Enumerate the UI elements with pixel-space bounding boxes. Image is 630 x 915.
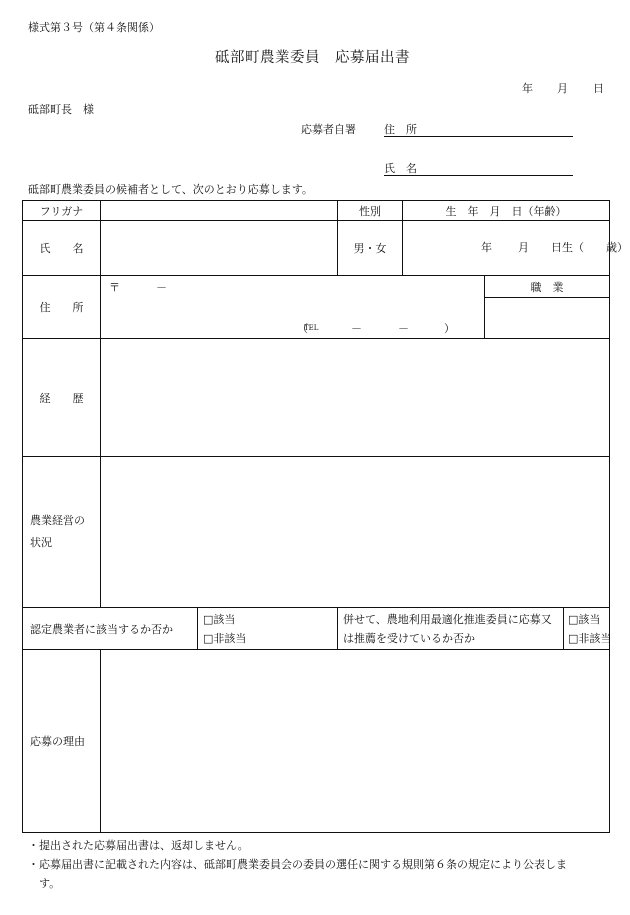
concurrent-options (564, 608, 610, 650)
farm-status-field[interactable] (101, 457, 610, 608)
page-title: 砥部町農業委員 応募届出書 (215, 50, 410, 66)
name-row (23, 221, 610, 276)
tel-close-paren: ） (444, 322, 455, 335)
farm-status-row (23, 457, 610, 608)
occupation-field[interactable] (485, 298, 610, 339)
farm-status-label-line2: 状況 (30, 536, 52, 549)
furigana-row (23, 201, 610, 221)
address-label: 住 所 (23, 276, 101, 339)
addressee: 砥部町長 様 (28, 103, 94, 116)
tel-label: TEL (304, 324, 319, 332)
reason-label: 応募の理由 (23, 650, 101, 833)
certified-not-applicable-checkbox[interactable]: □非該当 (203, 631, 247, 645)
furigana-label: フリガナ (23, 201, 101, 221)
concurrent-applicable-checkbox[interactable]: □該当 (568, 612, 601, 626)
form-number: 様式第３号（第４条関係） (28, 21, 160, 34)
gender-header: 性別 (338, 201, 403, 221)
certified-farmer-options (198, 608, 338, 650)
concurrent-question-line1: 併せて、農地利用最適化推進委員に応募又 (343, 612, 552, 626)
date-year-label: 年 (522, 82, 533, 95)
tel-dash-1: － (351, 322, 362, 335)
farm-status-label (23, 457, 101, 608)
career-row (23, 339, 610, 457)
certified-farmer-question: 認定農業者に該当するか否か (23, 608, 198, 650)
birthdate-field[interactable] (403, 221, 629, 276)
qualification-row (23, 608, 610, 650)
applicant-name-line[interactable] (384, 161, 573, 176)
gender-value[interactable]: 男・女 (338, 221, 403, 276)
concurrent-question (338, 608, 564, 650)
postal-dash: － (156, 281, 167, 294)
note-publication: ・応募届出書に記載された内容は、砥部町農業委員会の委員の選任に関する規則第６条の規定により公表しま (28, 858, 567, 871)
application-form-table (22, 200, 629, 833)
name-label: 氏 名 (23, 221, 101, 276)
note-return-policy: ・提出された応募届出書は、返却しません。 (28, 839, 249, 852)
birth-header: 生 年 月 日（年齢） (403, 201, 610, 221)
address-row-top (23, 276, 610, 298)
applicant-name-label: 氏 名 (384, 162, 417, 175)
birth-month-label: 月 (518, 241, 530, 254)
concurrent-not-applicable-checkbox[interactable]: □非該当 (568, 631, 612, 645)
career-label: 経 歴 (23, 339, 101, 457)
applicant-signature-label: 応募者自署 (301, 123, 356, 136)
birth-year-label: 年 (481, 241, 493, 254)
farm-status-label-line1: 農業経営の (30, 514, 85, 527)
reason-row (23, 650, 610, 833)
note-publication-continued: す。 (39, 877, 61, 890)
applicant-address-line[interactable] (384, 122, 573, 137)
date-month-label: 月 (557, 82, 568, 95)
furigana-field[interactable] (101, 201, 338, 221)
certified-applicable-checkbox[interactable]: □該当 (203, 612, 236, 626)
tel-open-paren: （ (297, 322, 308, 335)
occupation-label: 職 業 (485, 276, 610, 298)
postal-mark: 〒 (109, 281, 120, 294)
date-day-label: 日 (593, 82, 604, 95)
concurrent-question-line2: は推薦を受けているか否か (343, 631, 476, 645)
applicant-address-label: 住 所 (384, 123, 417, 136)
name-field[interactable] (101, 221, 338, 276)
career-field[interactable] (101, 339, 610, 457)
tel-dash-2: － (398, 322, 409, 335)
address-field[interactable] (101, 276, 485, 339)
intro-text: 砥部町農業委員の候補者として、次のとおり応募します。 (28, 183, 313, 196)
age-label: 歳） (606, 241, 629, 254)
reason-field[interactable] (101, 650, 610, 833)
birth-day-label: 日生（ (551, 241, 585, 254)
